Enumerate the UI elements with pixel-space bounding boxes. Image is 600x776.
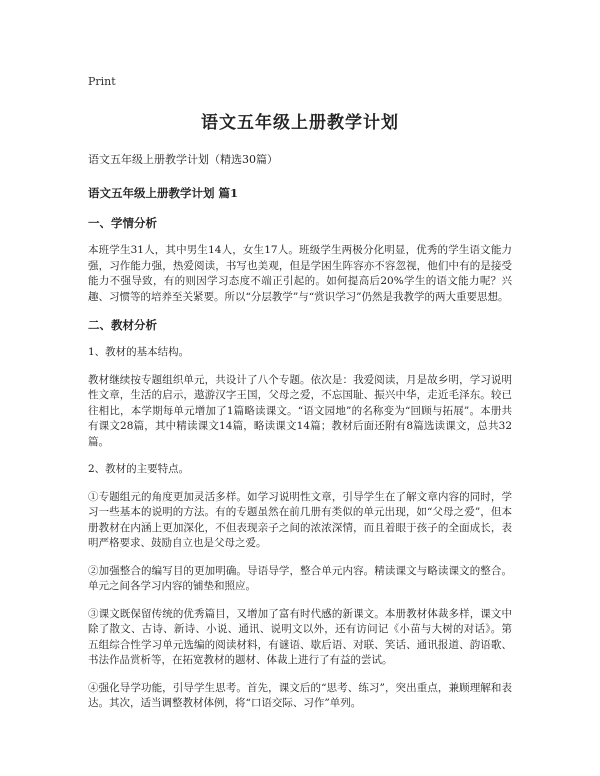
page-title: 语文五年级上册教学计划 <box>201 113 399 133</box>
paragraph-structure-title: 1、教材的基本结构。 <box>88 346 190 358</box>
document-subtitle: 语文五年级上册教学计划（精选30篇） <box>88 153 278 166</box>
section-title: 语文五年级上册教学计划 篇1 <box>88 186 239 200</box>
paragraph-feature-1: ①专题组元的角度更加灵活多样。如学习说明性文章，引导学生在了解文章内容的同时，学习一些基本的说明的方法。有的专题虽然在前几册有类似的单元出现，如“父母之爱”，但本册教材在内涵上更加深化，不但表现亲子之间的浓浓深情，而且着眼于孩子的全面成长，表明严格要求、鼓励自立也是父母之爱。 <box>88 490 512 549</box>
paragraph-features-title: 2、教材的主要特点。 <box>88 463 190 475</box>
paragraph-feature-2: ②加强整合的编写目的更加明确。导语导学，整合单元内容。精读课文与略读课文的整合。单元之间各学习内容的铺垫和照应。 <box>88 564 512 592</box>
paragraph-structure: 教材继续按专题组织单元，共设计了八个专题。依次是：我爱阅读，月是故乡明，学习说明性文章，生活的启示，遨游汉字王国，父母之爱，不忘国耻、振兴中华，走近毛泽东。较已往相比，本学期每单元增加了1篇略读课文。“语文园地”的名称变为“回顾与拓展”。本册共有课文28篇，其中精读课文14篇，略读课文14篇；教材后面还附有8篇选读课文，总共32篇。 <box>88 373 512 448</box>
paragraph-feature-4: ④强化导学功能，引导学生思考。首先，课文后的“思考、练习”，突出重点，兼顾理解和表达。其次，适当调整教材体例，将“口语交际、习作”单列。 <box>88 681 512 709</box>
heading-textbook-analysis: 二、教材分析 <box>88 318 157 332</box>
heading-learning-analysis: 一、学情分析 <box>88 216 157 230</box>
paragraph-student-analysis: 本班学生31人，其中男生14人，女生17人。班级学生两极分化明显，优秀的学生语文能力强，习作能力强，热爱阅读，书写也美观，但是学困生阵容亦不容忽视，他们中有的是接受能力不强导致，有的则因学习态度不端正引起的。如何提高后20%学生的语文能力呢？兴趣、习惯等的培养至关紧要。所以“分层教学”与“赏识学习”仍然是我教学的两大重要思想。 <box>88 244 512 303</box>
print-link[interactable]: Print <box>88 75 116 88</box>
paragraph-feature-3: ③课文既保留传统的优秀篇目，又增加了富有时代感的新课文。本册教材体裁多样，课文中除了散文、古诗、新诗、小说、通讯、说明文以外，还有访问记《小苗与大树的对话》。第五组综合性学习单元选编的阅读材料，有谜语、歇后语、对联、笑话、通讯报道、韵语歌、书法作品赏析等，在拓宽教材的题材、体裁上进行了有益的尝试。 <box>88 607 512 666</box>
